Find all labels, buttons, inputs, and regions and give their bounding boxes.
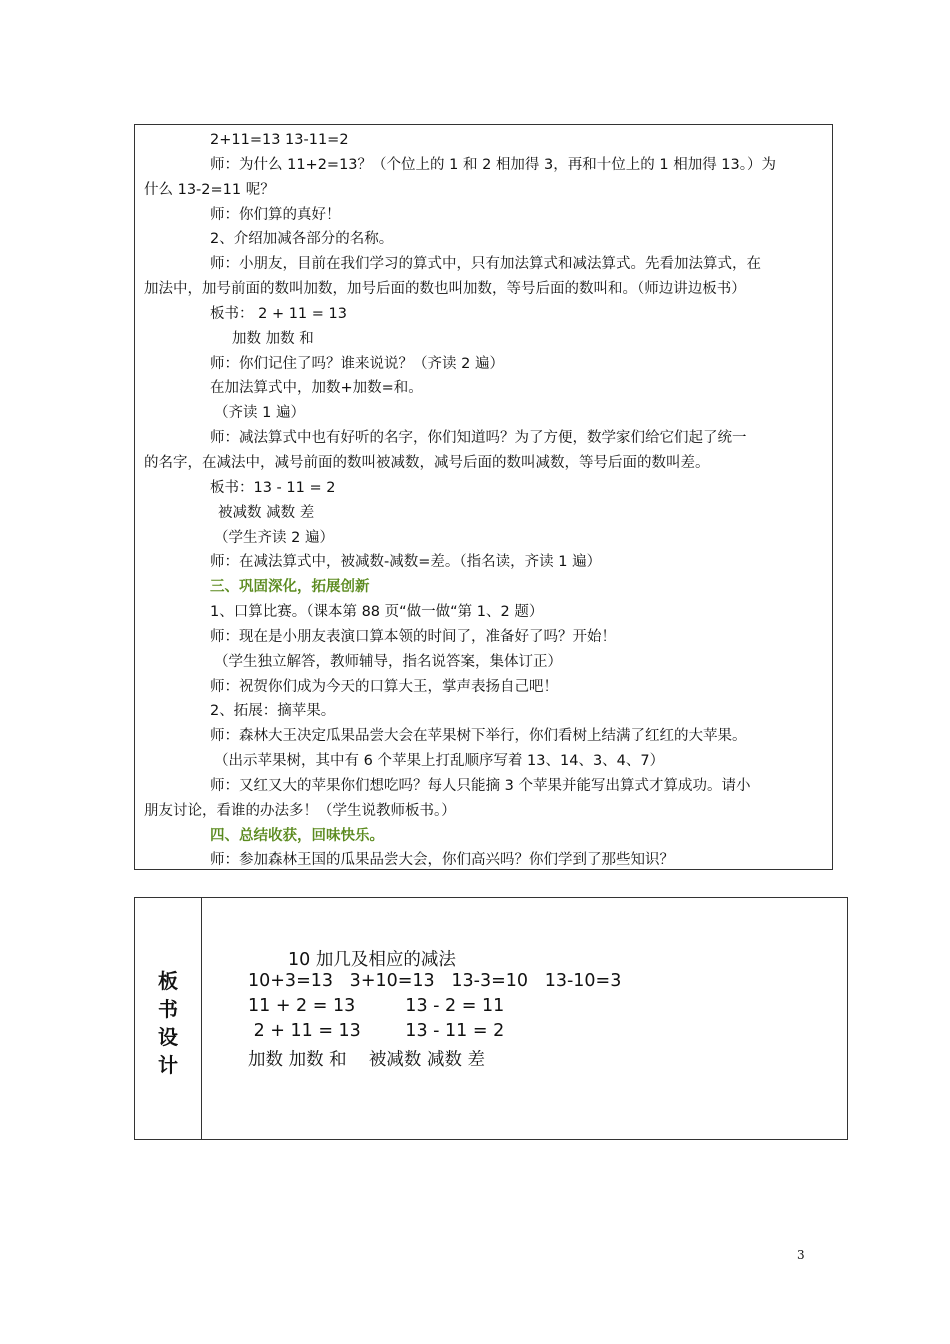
text-line: 师：祝贺你们成为今天的口算大王，掌声表扬自己吧！ [210,678,558,695]
text-line: 师：你们算的真好！ [210,206,341,223]
text-line: 师：在减法算式中，被减数-减数=差。（指名读，齐读 1 遍） [210,554,602,571]
text-line: 师：森林大王决定瓜果品尝大会在苹果树下举行，你们看树上结满了红红的大苹果。 [210,728,747,745]
board-design-label [135,967,201,1079]
text-line: 2、介绍加减各部分的名称。 [210,231,394,248]
text-line: 加法中，加号前面的数叫加数，加号后面的数也叫加数，等号后面的数叫和。（师边讲边板书） [144,281,746,298]
text-line: 师：又红又大的苹果你们想吃吗？每人只能摘 3 个苹果并能写出算式才算成功。请小 [210,777,751,794]
board-title: 10 加几及相应的减法 [288,950,456,970]
text-line: 朋友讨论，看谁的办法多！（学生说教师板书。） [144,802,456,819]
lesson-text [144,128,826,873]
text-line: 的名字，在减法中，减号前面的数叫被减数，减号后面的数叫减数，等号后面的数叫差。 [144,454,710,471]
section-heading: 四、总结收获，回味快乐。 [210,827,384,844]
text-line: 加数 加数 和 [232,330,314,347]
board-line: 加数 加数 和 被减数 减数 差 [248,1050,486,1070]
label-char: 计 [158,1053,178,1077]
text-line: 什么 13-2=11 呢？ [144,181,275,198]
text-line: 师：参加森林王国的瓜果品尝大会，你们高兴吗？你们学到了那些知识？ [210,852,674,869]
text-line: 师：小朋友，目前在我们学习的算式中，只有加法算式和减法算式。先看加法算式，在 [210,256,761,273]
board-line: 11 + 2 = 13 13 - 2 = 11 [248,996,505,1016]
text-line: （齐读 1 遍） [214,405,305,422]
text-line: 师：你们记住了吗？谁来说说？（齐读 2 遍） [210,355,504,372]
label-char: 书 [158,997,178,1021]
label-char: 设 [158,1025,178,1049]
board-line: 2 + 11 = 13 13 - 11 = 2 [248,1021,505,1041]
text-line: （出示苹果树，其中有 6 个苹果上打乱顺序写着 13、14、3、4、7） [214,753,665,770]
board-design-box [134,897,848,1140]
text-line: 板书：13 - 11 = 2 [210,479,336,496]
label-char: 板 [158,969,178,993]
text-line: （学生独立解答，教师辅导，指名说答案，集体订正） [214,653,562,670]
text-line: 被减数 减数 差 [218,504,315,521]
text-line: 2+11=13 13-11=2 [210,132,349,148]
text-line: 师：为什么 11+2=13？（个位上的 1 和 2 相加得 3，再和十位上的 1 相加得 13。）为 [210,156,777,173]
board-design-label-cell [135,898,202,1139]
text-line: 在加法算式中，加数+加数=和。 [210,380,423,397]
text-line: （学生齐读 2 遍） [214,529,334,546]
lesson-content-box [134,124,833,870]
section-heading: 三、巩固深化，拓展创新 [210,579,370,596]
text-line: 师：减法算式中也有好听的名字，你们知道吗？为了方便，数学家们给它们起了统一 [210,430,747,447]
text-line: 2、拓展：摘苹果。 [210,703,336,720]
text-line: 板书： 2 + 11 = 13 [210,305,347,322]
text-line: 1、口算比赛。（课本第 88 页“做一做“第 1、2 题） [210,604,544,621]
page-number: 3 [797,1248,805,1262]
text-line: 师：现在是小朋友表演口算本领的时间了，准备好了吗？开始！ [210,628,616,645]
board-line: 10+3=13 3+10=13 13-3=10 13-10=3 [248,971,622,991]
